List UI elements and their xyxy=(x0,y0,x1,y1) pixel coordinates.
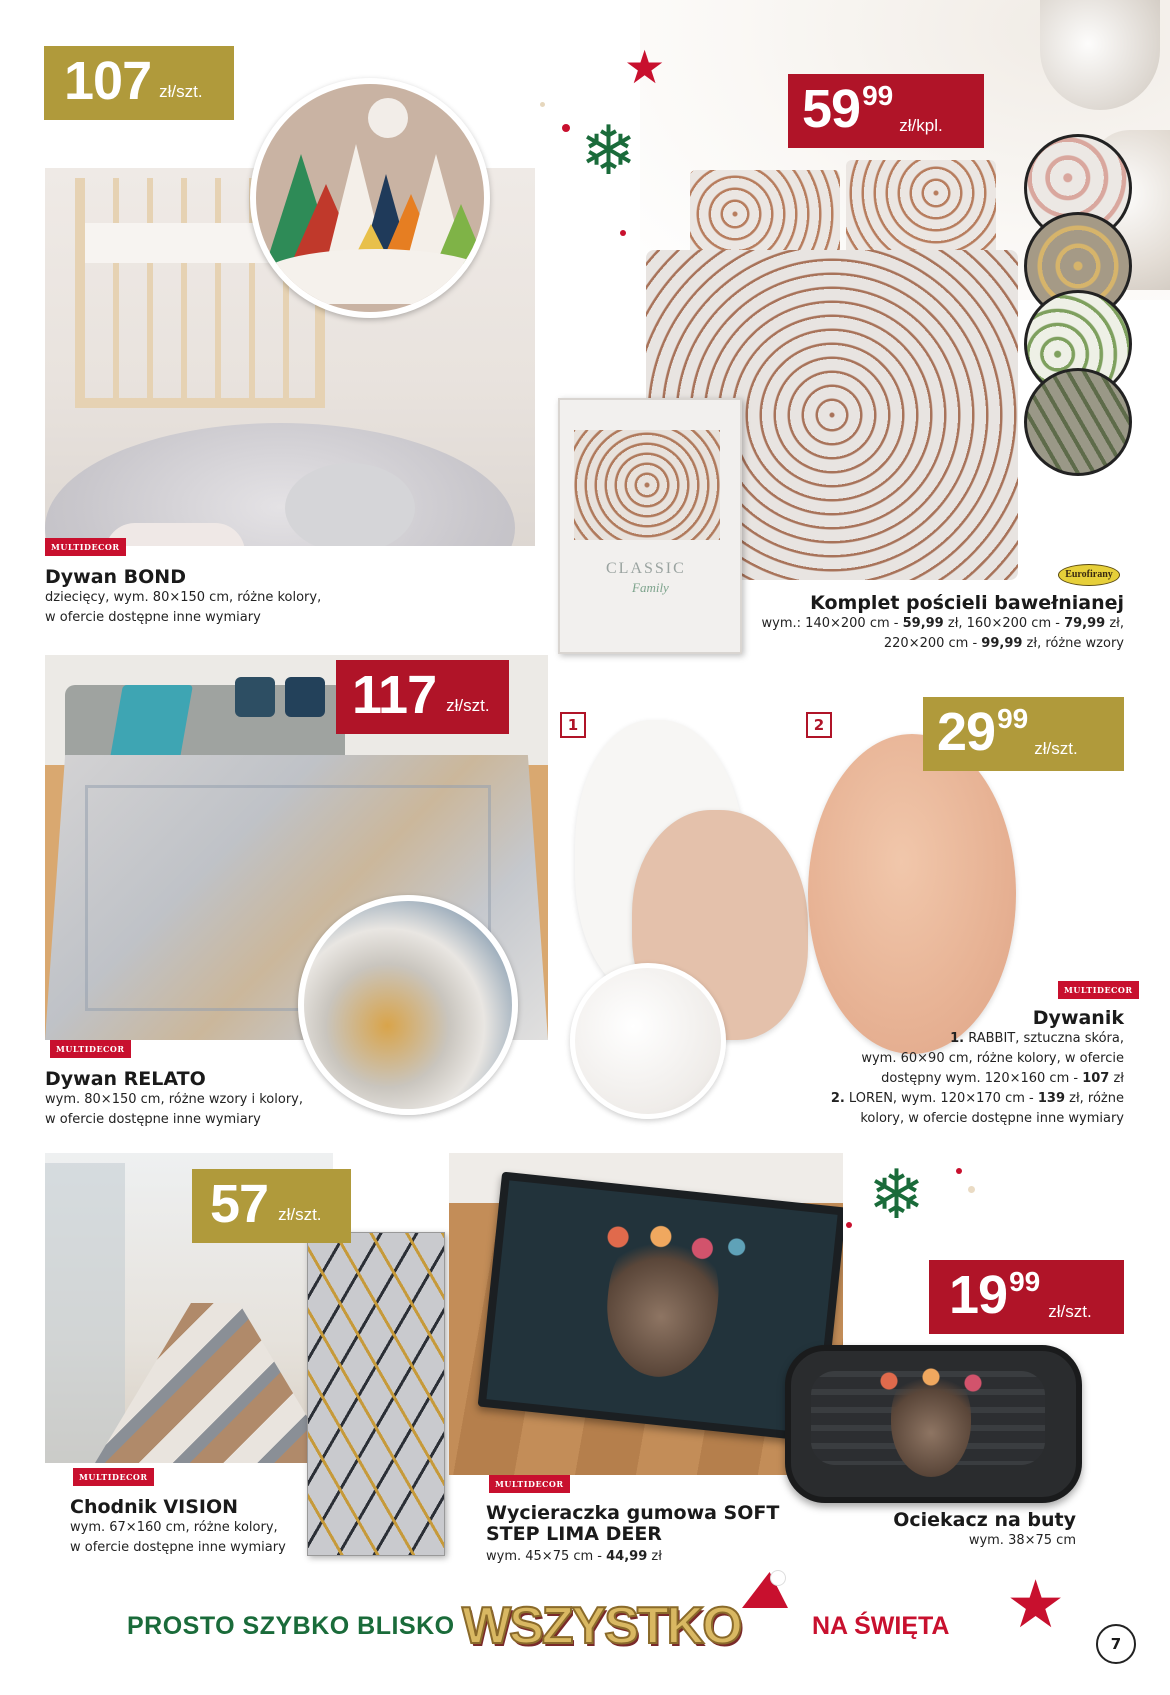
price-cents: 99 xyxy=(1009,1266,1041,1297)
cushion xyxy=(235,677,275,717)
brand-logo: MULTIDECOR xyxy=(73,1468,154,1486)
desc-text: LOREN, wym. 120×170 cm - xyxy=(844,1091,1038,1106)
desc-text: zł, 160×200 cm - xyxy=(943,616,1065,631)
product-description xyxy=(524,614,1124,654)
price-unit: zł/szt. xyxy=(278,1205,322,1224)
star-icon: ★ xyxy=(1006,1566,1066,1643)
footer-slogan: PROSTO SZYBKO BLISKO xyxy=(127,1612,455,1640)
flower-crown xyxy=(861,1361,1001,1401)
brand-logo: MULTIDECOR xyxy=(50,1040,131,1058)
brand-logo: MULTIDECOR xyxy=(45,538,126,556)
decor-dot xyxy=(540,102,545,107)
bond-price-tag xyxy=(44,46,234,120)
snowflake-icon: ❄ xyxy=(868,1156,925,1235)
desc-price: 59,99 xyxy=(902,616,944,631)
relato-price-tag xyxy=(336,660,509,734)
decor-dot xyxy=(968,1186,975,1193)
product-description xyxy=(704,1029,1124,1129)
vision-price-tag xyxy=(192,1169,351,1243)
mountain-pattern xyxy=(256,114,490,304)
round-rug xyxy=(45,423,515,546)
vision-rug-product xyxy=(307,1232,445,1556)
product-title: Dywan RELATO xyxy=(45,1068,206,1090)
doormat-floor-photo xyxy=(449,1153,843,1475)
price-unit: zł/szt. xyxy=(1048,1302,1092,1321)
product-description xyxy=(45,588,475,628)
brand-logo: MULTIDECOR xyxy=(489,1475,570,1493)
desc-text: wym. 45×75 cm - xyxy=(486,1549,607,1564)
product-description xyxy=(70,1518,300,1558)
price-main: 107 xyxy=(64,51,152,111)
desc-text: 220×200 cm - xyxy=(883,636,982,651)
desc-line: w ofercie dostępne inne wymiary xyxy=(45,1112,261,1127)
runner-rug xyxy=(95,1303,333,1463)
price-unit: zł/szt. xyxy=(1034,739,1078,758)
decor-dot xyxy=(846,1222,852,1228)
cushion xyxy=(285,677,325,717)
snowflake-icon: ❄ xyxy=(580,112,637,191)
dywanik-price-tag xyxy=(923,697,1124,771)
price-main: 117 xyxy=(352,665,437,725)
product-description xyxy=(486,1547,786,1567)
price-unit: zł/szt. xyxy=(446,696,490,715)
relato-detail-circle xyxy=(298,895,518,1115)
desc-price: 107 xyxy=(1082,1071,1110,1086)
price-cents: 99 xyxy=(862,80,894,111)
price-cents: 99 xyxy=(997,703,1029,734)
product-title: Ociekacz na buty xyxy=(893,1509,1076,1531)
desc-line xyxy=(486,1547,786,1567)
desc-text: dostępny wym. 120×160 cm - xyxy=(881,1071,1083,1086)
loren-rug xyxy=(808,734,1016,1054)
price-unit: zł/kpl. xyxy=(899,116,943,135)
price-main: 19 xyxy=(949,1265,1008,1325)
desc-text: zł xyxy=(647,1549,662,1564)
desc-line: dziecięcy, wym. 80×150 cm, różne kolory, xyxy=(45,590,322,605)
decor-dot xyxy=(562,124,570,132)
desc-line xyxy=(704,1069,1124,1089)
boot-tray xyxy=(785,1345,1082,1503)
product-title: Dywanik xyxy=(1032,1007,1124,1029)
variant-label-2: 2 xyxy=(806,712,832,738)
variant-label-1: 1 xyxy=(560,712,586,738)
product-description: wym. 38×75 cm xyxy=(968,1533,1076,1548)
desc-price: 44,99 xyxy=(606,1549,648,1564)
desc-line: wym. 80×150 cm, różne wzory i kolory, xyxy=(45,1092,303,1107)
desc-line xyxy=(524,634,1124,654)
price-main: 29 xyxy=(937,702,996,762)
desc-text: zł, różne xyxy=(1065,1091,1124,1106)
star-icon: ★ xyxy=(624,40,666,94)
santa-hat-pompom xyxy=(770,1570,786,1586)
desc-bold: 1. xyxy=(950,1031,965,1046)
package-label-script: Family xyxy=(632,580,669,595)
footer-tagline: NA ŚWIĘTA xyxy=(812,1612,950,1640)
desc-line: wym. 67×160 cm, różne kolory, xyxy=(70,1520,278,1535)
product-title-line1: Wycieraczka gumowa SOFT xyxy=(486,1502,780,1524)
page-number: 7 xyxy=(1096,1624,1136,1664)
package-image xyxy=(574,430,720,540)
desc-text: zł, różne wzory xyxy=(1022,636,1124,651)
desc-line xyxy=(704,1029,1124,1049)
desc-bold: 2. xyxy=(830,1091,845,1106)
desc-line xyxy=(704,1089,1124,1109)
desc-price: 99,99 xyxy=(981,636,1023,651)
eurofirany-logo: Eurofirany xyxy=(1058,564,1120,586)
tray-price-tag xyxy=(929,1260,1124,1334)
bond-detail-circle xyxy=(250,78,490,318)
price-main: 57 xyxy=(210,1174,269,1234)
decor-dot xyxy=(956,1168,962,1174)
decor-dot xyxy=(620,230,626,236)
desc-line xyxy=(524,614,1124,634)
product-title: Chodnik VISION xyxy=(70,1496,238,1518)
price-unit: zł/szt. xyxy=(159,82,203,101)
desc-text: zł, xyxy=(1105,616,1124,631)
flower-crown xyxy=(582,1209,756,1276)
desc-text: RABBIT, sztuczna skóra, xyxy=(964,1031,1124,1046)
desc-line: w ofercie dostępne inne wymiary xyxy=(45,610,261,625)
product-title: Dywan BOND xyxy=(45,566,186,588)
product-title: Komplet pościeli bawełnianej xyxy=(810,592,1124,614)
desc-line: w ofercie dostępne inne wymiary xyxy=(70,1540,286,1555)
desc-text: wym.: 140×200 cm - xyxy=(761,616,903,631)
desc-line: kolory, w ofercie dostępne inne wymiary xyxy=(860,1111,1124,1126)
desc-line: wym. 60×90 cm, różne kolory, w ofercie xyxy=(861,1051,1124,1066)
product-description xyxy=(45,1090,465,1130)
price-main: 59 xyxy=(802,79,861,139)
rug-cloud xyxy=(105,523,245,546)
desc-text: zł xyxy=(1109,1071,1124,1086)
desc-price: 139 xyxy=(1037,1091,1065,1106)
brand-logo: MULTIDECOR xyxy=(1058,981,1139,999)
wszystko-logo: WSZYSTKO xyxy=(462,1597,741,1655)
glass-railing xyxy=(45,1163,125,1463)
pattern-swatch xyxy=(1024,368,1132,476)
bedding-price-tag xyxy=(788,74,984,148)
product-title-line2: STEP LIMA DEER xyxy=(486,1523,662,1545)
rug-moon-face xyxy=(285,463,415,546)
desc-price: 79,99 xyxy=(1064,616,1106,631)
dywanik-detail-circle xyxy=(570,963,726,1119)
package-label: CLASSIC xyxy=(606,560,686,577)
